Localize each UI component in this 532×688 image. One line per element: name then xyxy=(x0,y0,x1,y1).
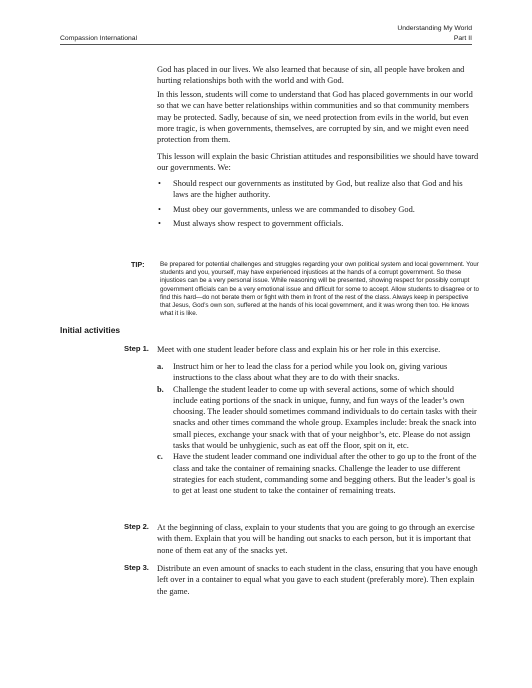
intro-paragraph-2: In this lesson, students will come to understand that God has placed governments in our world so that we can have better relationships within communities and so that community members may be protected. Sadly, because of sin, we need protection from evils in the world, but even more tragic, is when governments, themselves, are corrupted by sin, and we might even need protection from them. xyxy=(157,90,473,145)
responsibility-list xyxy=(157,178,479,232)
substep-text: Instruct him or her to lead the class for a period while you look on, giving various instructions to the class about what they are to do with their snacks. xyxy=(173,362,448,383)
list-item-text: Must obey our governments, unless we are commanded to disobey God. xyxy=(173,204,415,214)
tip-label: TIP: xyxy=(131,260,145,269)
intro-paragraph-3: This lesson will explain the basic Christian attitudes and responsibilities we should have toward our governments. We: xyxy=(157,152,479,173)
list-item xyxy=(157,178,479,201)
header-title: Understanding My World xyxy=(397,25,472,32)
substep-b xyxy=(157,384,479,452)
tip-text: Be prepared for potential challenges and struggles regarding your own political system and local government. Your students and you, yourself, may have experienced injustices at the hands of a corrupt government. So these injustices can be a very personal issue. While reasoning will be presented, showing respect for possibly corrupt government officials can be a very emotional issue and difficult for some to accept. Allow students to disagree or to find this hard—do not berate them or fight with them in front of the rest of the class. Always keep in perspective that Jesus, God’s own son, suffered at the hands of his local government, and it was wrong then too. He knows what it is like. xyxy=(160,261,479,318)
substep-c xyxy=(157,451,479,496)
substep-a xyxy=(157,361,479,384)
step-1-substeps xyxy=(157,361,479,497)
step-1-label: Step 1. xyxy=(124,344,149,353)
step-1-text: Meet with one student leader before class and explain his or her role in this exercise. xyxy=(157,345,441,354)
step-2-label: Step 2. xyxy=(124,522,149,531)
substep-letter: a. xyxy=(157,362,164,371)
substep-letter: b. xyxy=(157,384,164,394)
bullet-icon: • xyxy=(158,218,161,228)
header-title-block xyxy=(397,24,472,44)
header-org: Compassion International xyxy=(60,35,138,42)
substep-text: Have the student leader command one individual after the other to go up to the front of the class and take the container of remaining snacks. Challenge the leader to use different strategies for each student, commanding some and begging others. But the leader’s goal is to get at least one student to take the container of remaining treats. xyxy=(173,452,477,496)
header-rule xyxy=(60,44,472,45)
list-item xyxy=(157,218,479,229)
header-part: Part II xyxy=(453,35,472,42)
step-2-text: At the beginning of class, explain to your students that you are going to go through an exercise with them. Explain that you will be handing out snacks to each person, but it is important that none of them eat any of the snacks yet. xyxy=(157,523,475,555)
step-3-text: Distribute an even amount of snacks to each student in the class, ensuring that you have enough left over in a container to equal what you gave to each student (preferably more). Then explain the game. xyxy=(157,564,478,596)
list-item xyxy=(157,204,479,215)
substep-letter: c. xyxy=(157,452,163,462)
intro-paragraph-1: God has placed in our lives. We also learned that because of sin, all people have broken and hurting relationships both with the world and with God. xyxy=(157,65,465,86)
substep-text: Challenge the student leader to come up with several actions, some of which should include eating portions of the snack in unique, funny, and fun ways of the leader’s own choosing. The leader should sometimes command individuals to do certain tasks with their snacks and other times command the whole group. Examples include: break the snack into small pieces, exchange your snack with that of your neighbor’s, etc. Please do not assign tasks that would be unhygienic, such as eat off the floor, spit on it, etc. xyxy=(173,384,477,451)
section-heading: Initial activities xyxy=(60,325,121,335)
step-3-label: Step 3. xyxy=(124,563,149,572)
bullet-icon: • xyxy=(158,204,161,214)
list-item-text: Should respect our governments as instituted by God, but realize also that God and his laws are the higher authority. xyxy=(173,179,463,200)
list-item-text: Must always show respect to government officials. xyxy=(173,218,344,228)
bullet-icon: • xyxy=(158,179,161,188)
